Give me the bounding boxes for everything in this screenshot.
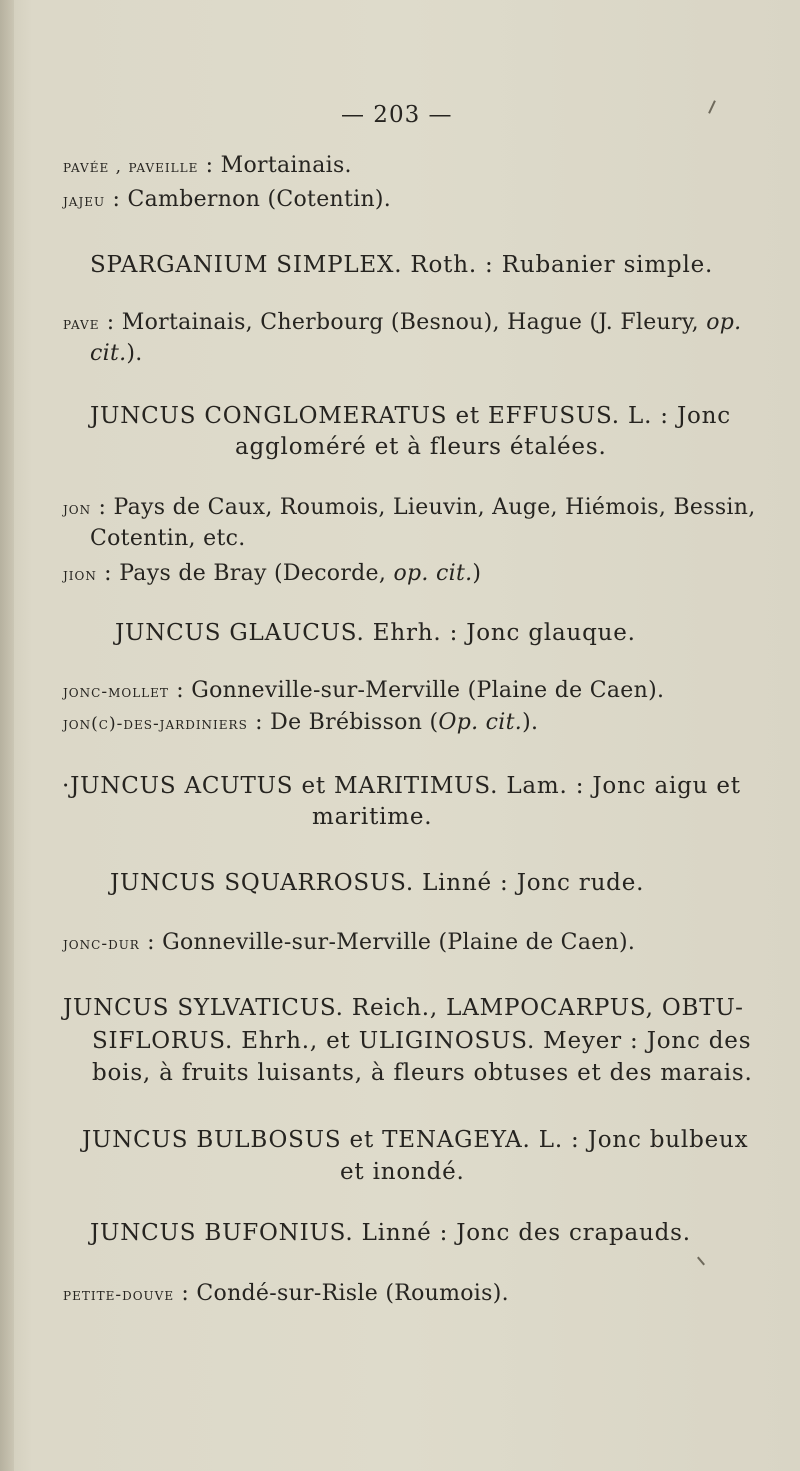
page-number: — 203 — [341,102,453,128]
heading-sylvaticus-3: bois, à fruits luisants, à fleurs obtuses et des marais. [92,1060,753,1086]
entry-text: : Gonneville-sur-Merville (Plaine de Caen). [168,678,665,703]
heading-squarrosus: JUNCUS SQUARROSUS. Linné : Jonc rude. [110,870,645,896]
citation-ref: Op. cit. [438,710,523,735]
entry-text: : Mortainais, Cherbourg (Besnou), Hague (J. Fleury, [99,310,707,335]
heading-acutus-1: ·JUNCUS ACUTUS et MARITIMUS. Lam. : Jonc aigu et [62,773,741,799]
entry-text: : Gonneville-sur-Merville (Plaine de Caen). [139,930,636,955]
dialect-word: pavée , paveille [63,157,199,177]
heading-conglomeratus-2: aggloméré et à fleurs étalées. [235,434,607,460]
entry-tail: ). [126,341,143,366]
entry-jon [63,494,756,523]
entry-jajeu [63,186,391,215]
dialect-word: jonc-mollet [63,682,169,702]
dialect-word: petite-douve [63,1285,175,1305]
entry-tail: ). [522,710,539,735]
dialect-word: jajeu [63,191,106,211]
print-speck [708,100,716,114]
entry-jonc-mollet [63,677,664,706]
dialect-word: jion [63,565,97,585]
entry-text: : Pays de Bray (Decorde, [96,561,394,586]
entry-pave [63,309,741,338]
entry-jion [63,560,481,589]
entry-pavee [63,152,352,181]
heading-sylvaticus-1: JUNCUS SYLVATICUS. Reich., LAMPOCARPUS, OBTU- [63,995,744,1021]
page-gutter [0,0,14,1471]
citation-ref: cit. [90,341,127,366]
heading-sparganium: SPARGANIUM SIMPLEX. Roth. : Rubanier simple. [90,252,714,278]
heading-bulbosus-1: JUNCUS BULBOSUS et TENAGEYA. L. : Jonc bulbeux [82,1127,749,1153]
heading-conglomeratus-1: JUNCUS CONGLOMERATUS et EFFUSUS. L. : Jonc [90,403,731,429]
entry-jonc-des-jardiniers [63,709,538,738]
dialect-word: jon(c)-des-jardiniers [63,714,248,734]
entry-separator: : [198,153,221,178]
heading-acutus-2: maritime. [312,804,433,830]
entry-jon-cont: Cotentin, etc. [90,526,246,551]
heading-sylvaticus-2: SIFLORUS. Ehrh., et ULIGINOSUS. Meyer : Jonc des [92,1028,752,1054]
heading-bulbosus-2: et inondé. [340,1159,465,1185]
entry-petite-douve [63,1280,509,1309]
entry-separator: : [105,187,128,212]
citation-ref: op. [706,310,742,335]
entry-text: : Pays de Caux, Roumois, Lieuvin, Auge, Hiémois, Bessin, [91,495,756,520]
dialect-word: pave [63,314,100,334]
entry-pave-cont [90,340,143,368]
entry-text: Mortainais. [220,153,352,178]
print-speck [697,1257,705,1266]
entry-text: Cambernon (Cotentin). [127,187,392,212]
entry-tail: ) [472,561,482,586]
dialect-word: jonc-dur [63,934,140,954]
dialect-word: jon [63,499,92,519]
entry-jonc-dur [63,929,635,958]
heading-glaucus: JUNCUS GLAUCUS. Ehrh. : Jonc glauque. [115,620,636,646]
entry-text: : Condé-sur-Risle (Roumois). [174,1281,509,1306]
entry-text: : De Brébisson ( [247,710,439,735]
citation-ref: op. cit. [393,561,473,586]
heading-bufonius: JUNCUS BUFONIUS. Linné : Jonc des crapauds. [90,1220,691,1246]
